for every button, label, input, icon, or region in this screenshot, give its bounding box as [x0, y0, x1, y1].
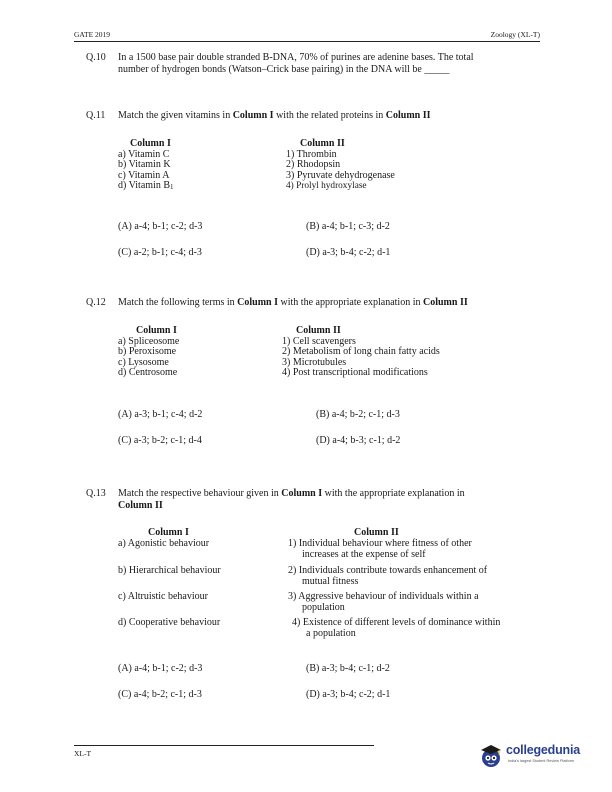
- option-a: (A) a-4; b-1; c-2; d-3: [118, 663, 203, 674]
- question-11: [86, 110, 536, 124]
- q13-column-1: [118, 527, 268, 628]
- option-d: (D) a-4; b-3; c-1; d-2: [316, 435, 401, 446]
- option-c: (C) a-2; b-1; c-4; d-3: [118, 247, 202, 258]
- footer-code: XL-T: [74, 749, 92, 758]
- column-item: c) Lysosome: [118, 356, 169, 368]
- option-b: (B) a-4; b-1; c-3; d-2: [306, 221, 390, 232]
- question-number: Q.10: [86, 52, 106, 63]
- header-rule: [74, 41, 540, 42]
- column-item: 4) Post transcriptional modifications: [282, 367, 428, 378]
- column-item: 1) Thrombin: [286, 148, 337, 160]
- question-12: [86, 297, 536, 311]
- option-d: (D) a-3; b-4; c-2; d-1: [306, 689, 391, 700]
- paper-name: Zoology (XL-T): [490, 30, 540, 39]
- option-b: (B) a-4; b-2; c-1; d-3: [316, 409, 400, 420]
- column-item: c) Altruistic behaviour: [118, 591, 208, 602]
- column-item: 2) Rhodopsin: [286, 159, 341, 170]
- option-b: (B) a-3; b-4; c-1; d-2: [306, 663, 390, 674]
- q12-column-2: [282, 326, 440, 379]
- column-heading: Column II: [300, 138, 345, 149]
- question-stem: In a 1500 base pair double stranded B-DNA, 70% of purines are adenine bases. The total number of hydrogen bonds (Watson–Crick base pairing) in the DNA will be _____: [118, 52, 474, 75]
- column-item: 4) Existence of different levels of dominance within a population: [292, 617, 501, 639]
- logo-brand: collegedunia: [506, 743, 581, 757]
- column-item: c) Vitamin A: [118, 169, 170, 181]
- question-number: Q.12: [86, 297, 106, 308]
- page-header: [74, 30, 540, 42]
- option-a: (A) a-3; b-1; c-4; d-2: [118, 409, 203, 420]
- column-heading: Column I: [130, 138, 171, 149]
- column-heading: Column I: [136, 325, 177, 336]
- question-stem: Match the respective behaviour given in Column I with the appropriate explanation in Column II: [118, 488, 465, 511]
- q13-column-2: [288, 527, 538, 639]
- option-d: (D) a-3; b-4; c-2; d-1: [306, 247, 391, 258]
- column-heading: Column I: [148, 527, 189, 538]
- question-stem: Match the following terms in Column I with the appropriate explanation in Column II: [118, 297, 468, 308]
- column-item: 1) Cell scavengers: [282, 335, 356, 347]
- exam-name: GATE 2019: [74, 30, 111, 39]
- column-item: d) Vitamin $B_1$: [118, 180, 174, 191]
- question-number: Q.13: [86, 488, 106, 499]
- collegedunia-logo[interactable]: [478, 741, 582, 777]
- column-item: b) Hierarchical behaviour: [118, 565, 221, 576]
- column-item: 2) Individuals contribute towards enhancement of mutual fitness: [288, 565, 488, 587]
- column-item: a) Agonistic behaviour: [118, 538, 210, 549]
- footer-rule: [74, 745, 374, 746]
- column-item: 3) Pyruvate dehydrogenase: [286, 169, 395, 181]
- logo-tagline: India's largest Student Review Platform: [508, 759, 575, 763]
- column-item: d) Centrosome: [118, 367, 178, 378]
- q11-column-2: [286, 139, 395, 192]
- column-item: 1) Individual behaviour where fitness of other increases at the expense of self: [288, 538, 472, 560]
- graduate-mascot-icon: [478, 743, 504, 769]
- column-item: b) Vitamin K: [118, 159, 171, 170]
- question-number: Q.11: [86, 110, 106, 121]
- question-stem: Match the given vitamins in Column I with the related proteins in Column II: [118, 110, 431, 121]
- option-c: (C) a-3; b-2; c-1; d-4: [118, 435, 202, 446]
- q12-column-1: [118, 326, 179, 379]
- column-item: a) Spliceosome: [118, 335, 180, 347]
- q11-column-1: [118, 139, 174, 193]
- column-item: 2) Metabolism of long chain fatty acids: [282, 346, 440, 357]
- column-item: 4) Prolyl hydroxylase: [286, 181, 367, 191]
- column-item: a) Vitamin C: [118, 148, 170, 160]
- column-item: d) Cooperative behaviour: [118, 617, 221, 628]
- column-item: 3) Microtubules: [282, 356, 347, 368]
- column-heading: Column II: [296, 325, 341, 336]
- column-item: b) Peroxisome: [118, 346, 177, 357]
- option-c: (C) a-4; b-2; c-1; d-3: [118, 689, 202, 700]
- column-item: 3) Aggressive behaviour of individuals within a population: [288, 591, 479, 613]
- option-a: (A) a-4; b-1; c-2; d-3: [118, 221, 203, 232]
- column-heading: Column II: [354, 527, 399, 538]
- question-13: [86, 488, 536, 514]
- question-10: [86, 52, 536, 78]
